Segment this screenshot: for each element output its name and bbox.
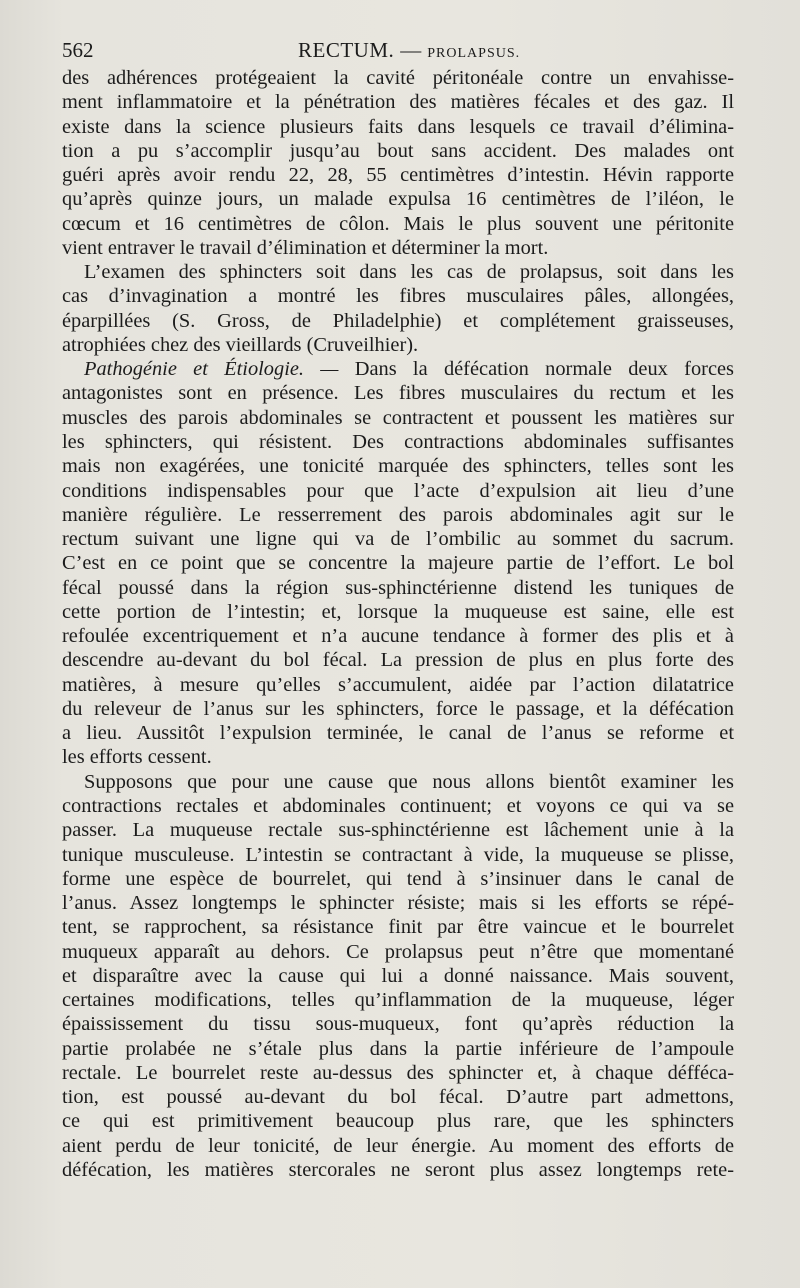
text-line: L’examen des sphincters soit dans les cas de prolapsus, soit dans les bbox=[84, 261, 734, 284]
text-line-with-heading bbox=[62, 357, 734, 381]
text-line: épaississement du tissu sous-muqueux, font qu’après réduction la bbox=[62, 1013, 734, 1036]
text-line: passer. La muqueuse rectale sus-sphinctérienne est lâchement unie à la bbox=[62, 819, 734, 842]
running-head bbox=[62, 38, 734, 62]
text-line: éparpillées (S. Gross, de Philadelphie) et complétement graisseuses, bbox=[62, 309, 734, 332]
section-heading: Pathogénie et Étiologie. — bbox=[84, 358, 339, 381]
title-separator: — bbox=[400, 38, 422, 62]
text-line: tion, est poussé au-devant du bol fécal. D’autre part admettons, bbox=[62, 1086, 734, 1109]
text-line: défécation, les matières stercorales ne seront plus assez longtemps rete- bbox=[62, 1158, 734, 1181]
text-line: atrophiées chez des vieillards (Cruveilhier). bbox=[62, 333, 419, 356]
text-line: refoulée excentriquement et n’a aucune tendance à former des plis et à bbox=[62, 625, 734, 648]
text-line: rectum suivant une ligne qui va de l’ombilic au sommet du sacrum. bbox=[62, 528, 734, 551]
text-line: des adhérences protégeaient la cavité péritonéale contre un envahisse- bbox=[62, 67, 734, 89]
text-line: du releveur de l’anus sur les sphincters, force le passage, et la défécation bbox=[62, 697, 734, 720]
text-line: descendre au-devant du bol fécal. La pression de plus en plus forte des bbox=[62, 649, 734, 672]
text-line: tent, se rapprochent, sa résistance finit par être vaincue et le bourrelet bbox=[62, 916, 734, 939]
text-line: mais non exagérées, une tonicité marquée des sphincters, telles sont les bbox=[62, 455, 734, 478]
text-line: matières, à mesure qu’elles s’accumulent, aidée par l’action dilatatrice bbox=[62, 673, 734, 696]
text-line: Supposons que pour une cause que nous allons bientôt examiner les bbox=[84, 770, 734, 793]
heading-line-text: Dans la défécation normale deux forces bbox=[354, 358, 734, 381]
text-line: contractions rectales et abdominales continuent; et voyons ce qui va se bbox=[62, 794, 734, 817]
text-line: forme une espèce de bourrelet, qui tend à s’insinuer dans le canal de bbox=[62, 867, 734, 890]
text-line: et disparaître avec la cause qui lui a donné naissance. Mais souvent, bbox=[62, 964, 734, 987]
text-line: manière régulière. Le resserrement des parois abdominales agit sur le bbox=[62, 503, 734, 526]
text-line: a lieu. Aussitôt l’expulsion terminée, le canal de l’anus se reforme et bbox=[62, 722, 734, 745]
text-line: fécal poussé dans la région sus-sphinctérienne distend les tuniques de bbox=[62, 576, 734, 599]
text-line: les sphincters, qui résistent. Des contractions abdominales suffisantes bbox=[62, 430, 734, 453]
text-line: antagonistes sont en présence. Les fibres musculaires du rectum et les bbox=[62, 382, 734, 405]
text-line: ment inflammatoire et la pénétration des matières fécales et des gaz. Il bbox=[62, 91, 734, 114]
text-line: conditions indispensables pour que l’acte d’expulsion ait lieu d’une bbox=[62, 479, 734, 502]
text-line: l’anus. Assez longtemps le sphincter résiste; mais si les efforts se répé- bbox=[62, 892, 734, 915]
running-title bbox=[298, 38, 520, 66]
text-line: cœcum et 16 centimètres de côlon. Mais le plus souvent une péritonite bbox=[62, 212, 734, 235]
text-line: les efforts cessent. bbox=[62, 746, 212, 769]
page-number: 562 bbox=[62, 38, 94, 62]
text-line: ce qui est primitivement beaucoup plus rare, que les sphincters bbox=[62, 1110, 734, 1133]
text-line: certaines modifications, telles qu’inflammation de la muqueuse, léger bbox=[62, 989, 734, 1012]
text-line: cette portion de l’intestin; et, lorsque la muqueuse est saine, elle est bbox=[62, 600, 734, 623]
text-line: C’est en ce point que se concentre la majeure partie de l’effort. Le bol bbox=[62, 552, 734, 575]
text-line: tunique musculeuse. L’intestin se contractant à vide, la muqueuse se plisse, bbox=[62, 843, 734, 866]
text-line: partie prolabée ne s’étale plus dans la partie inférieure de l’ampoule bbox=[62, 1037, 734, 1060]
text-line: vient entraver le travail d’élimination et déterminer la mort. bbox=[62, 236, 549, 259]
text-line: existe dans la science plusieurs faits dans lesquels ce travail d’élimina- bbox=[62, 115, 734, 138]
text-line: aient perdu de leur tonicité, de leur énergie. Au moment des efforts de bbox=[62, 1134, 734, 1157]
text-line: rectale. Le bourrelet reste au-dessus des sphincter et, à chaque défféca- bbox=[62, 1061, 734, 1084]
text-line: tion a pu s’accomplir jusqu’au bout sans accident. Des malades ont bbox=[62, 139, 734, 162]
text-line: cas d’invagination a montré les fibres musculaires pâles, allongées, bbox=[62, 285, 734, 308]
body-text bbox=[62, 66, 734, 1182]
section-subtitle: PROLAPSUS. bbox=[427, 46, 521, 61]
text-line: qu’après quinze jours, un malade expulsa 16 centimètres de l’iléon, le bbox=[62, 188, 734, 211]
chapter-title: RECTUM. bbox=[298, 38, 395, 62]
text-line: muscles des parois abdominales se contractent et poussent les matières sur bbox=[62, 406, 734, 429]
text-line: muqueux apparaît au dehors. Ce prolapsus peut n’être que momentané bbox=[62, 940, 734, 963]
text-line: guéri après avoir rendu 22, 28, 55 centimètres d’intestin. Hévin rapporte bbox=[62, 164, 734, 187]
